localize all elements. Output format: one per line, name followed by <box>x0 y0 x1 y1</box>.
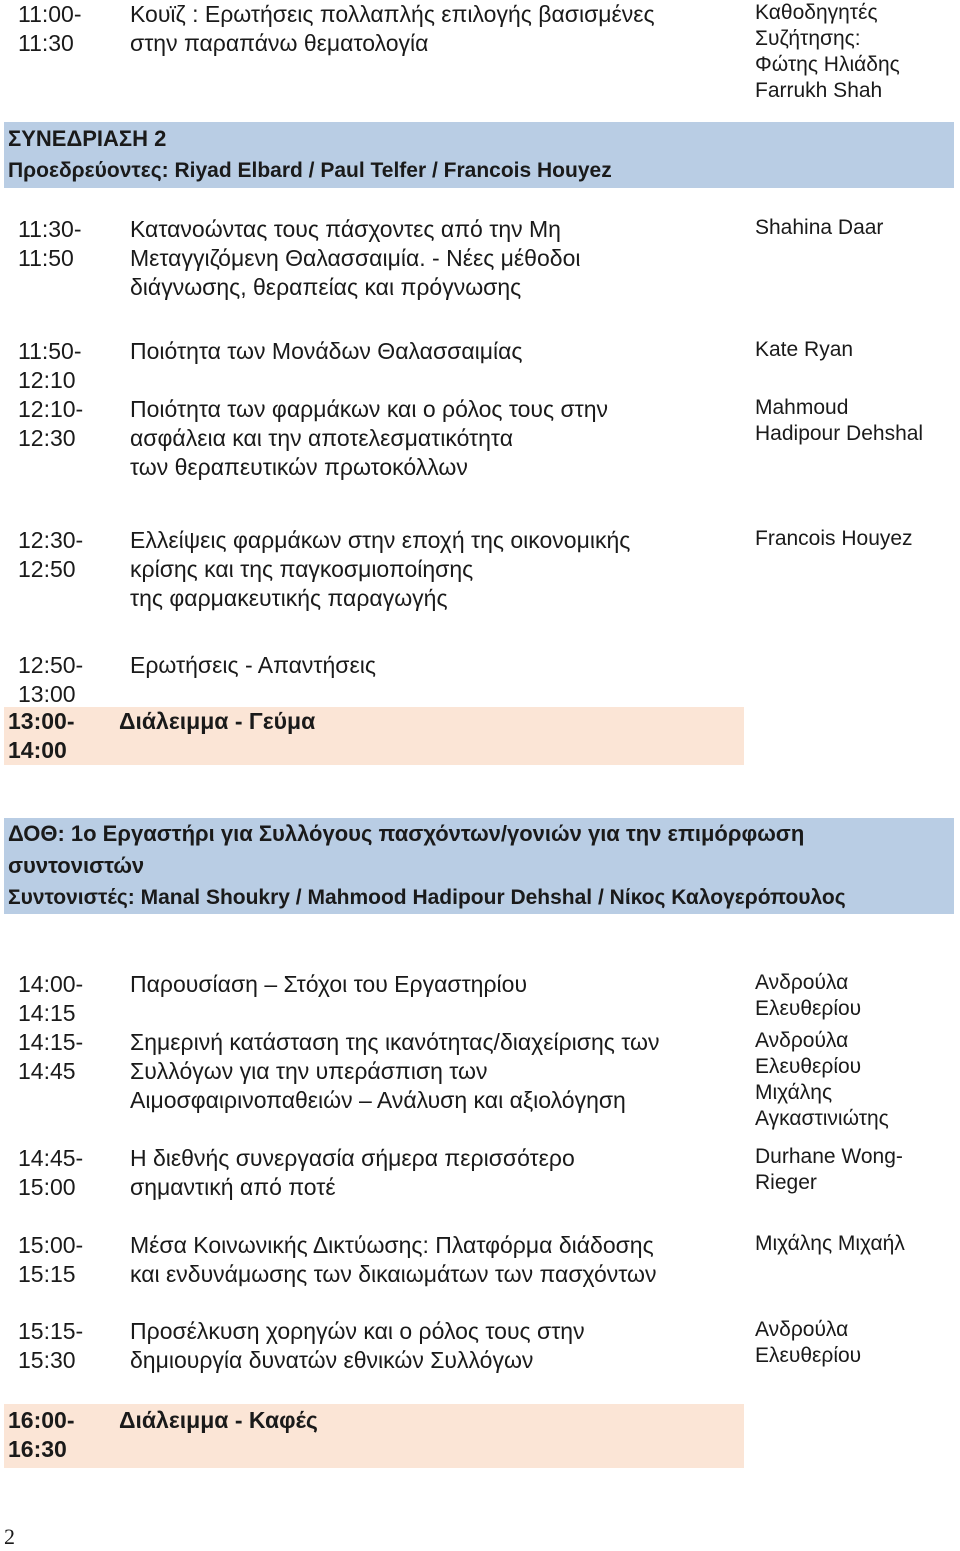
agenda-speaker: Mahmoud Hadipour Dehshal <box>755 396 924 445</box>
session-2-header <box>4 122 954 188</box>
agenda-time: 14:00- 14:15 <box>18 971 84 1026</box>
agenda-time: 14:45- 15:00 <box>18 1145 84 1200</box>
agenda-title: Παρουσίαση – Στόχοι του Εργαστηρίου <box>130 971 528 997</box>
agenda-speaker: Ανδρούλα Ελευθερίου <box>755 971 862 1020</box>
agenda-time: 12:50- 13:00 <box>18 652 84 707</box>
workshop-heading-cont: συντονιστών <box>8 853 145 878</box>
session-chairs: Προεδρεύοντες: Riyad Elbard / Paul Telfer / Francois Houyez <box>8 159 612 182</box>
coffee-break-band <box>4 1404 744 1468</box>
agenda-time: 15:15- 15:30 <box>18 1318 84 1373</box>
agenda-title: Σημερινή κατάσταση της ικανότητας/διαχείρισης των Συλλόγων για την υπεράσπιση των Αιμοσφαιρινοπαθειών – Ανάλυση και αξιολόγηση <box>130 1029 660 1113</box>
agenda-time: 12:10- 12:30 <box>18 396 84 451</box>
agenda-title: Ποιότητα των Μονάδων Θαλασσαιμίας <box>130 338 523 364</box>
agenda-time: 14:15- 14:45 <box>18 1029 84 1084</box>
agenda-time: 15:00- 15:15 <box>18 1232 84 1287</box>
agenda-time: 11:30- 11:50 <box>18 216 82 271</box>
page-number: 2 <box>4 1524 15 1549</box>
workshop-heading: ΔΟΘ: 1ο Εργαστήρι για Συλλόγους πασχόντων/γονιών για την επιμόρφωση <box>8 821 805 846</box>
agenda-title: Προσέλκυση χορηγών και ο ρόλος τους στην δημιουργία δυνατών εθνικών Συλλόγων <box>130 1318 585 1373</box>
agenda-speaker: Durhane Wong- Rieger <box>755 1145 903 1194</box>
break-title: Διάλειμμα - Καφές <box>119 1407 318 1433</box>
agenda-title: Μέσα Κοινωνικής Δικτύωσης: Πλατφόρμα διάδοσης και ενδυνάμωσης των δικαιωμάτων των πασχόντων <box>130 1232 657 1287</box>
session-heading: ΣΥΝΕΔΡΙΑΣΗ 2 <box>8 126 167 151</box>
agenda-time: 11:50- 12:10 <box>18 338 82 393</box>
agenda-speaker: Καθοδηγητές Συζήτησης: Φώτης Ηλιάδης Farrukh Shah <box>755 1 900 102</box>
agenda-title: Η διεθνής συνεργασία σήμερα περισσότερο σημαντική από ποτέ <box>130 1145 575 1200</box>
agenda-time: 13:00- 14:00 <box>8 708 75 763</box>
agenda-speaker: Kate Ryan <box>755 338 854 361</box>
agenda-title: Κατανοώντας τους πάσχοντες από την Μη Μεταγγιζόμενη Θαλασσαιμία. - Νέες μέθοδοι διάγνωσης, θεραπείας και πρόγνωσης <box>130 216 581 300</box>
agenda-time: 12:30- 12:50 <box>18 527 84 582</box>
break-title: Διάλειμμα - Γεύμα <box>119 708 316 734</box>
agenda-title: Ποιότητα των φαρμάκων και ο ρόλος τους στην ασφάλεια και την αποτελεσματικότητα των θεραπευτικών πρωτοκόλλων <box>130 396 609 480</box>
lunch-break-band <box>4 707 744 765</box>
agenda-speaker: Francois Houyez <box>755 527 913 550</box>
workshop-coordinators: Συντονιστές: Manal Shoukry / Mahmood Hadipour Dehshal / Νίκος Καλογερόπουλος <box>8 886 846 909</box>
workshop-header <box>4 818 954 914</box>
agenda-speaker: Ανδρούλα Ελευθερίου Μιχάλης Αγκαστινιώτης <box>755 1029 889 1130</box>
agenda-title: Κουϊζ : Ερωτήσεις πολλαπλής επιλογής βασισμένες στην παραπάνω θεματολογία <box>130 1 655 56</box>
agenda-speaker: Ανδρούλα Ελευθερίου <box>755 1318 862 1367</box>
agenda-speaker: Μιχάλης Μιχαήλ <box>755 1232 905 1255</box>
agenda-speaker: Shahina Daar <box>755 216 884 239</box>
agenda-title: Ερωτήσεις - Απαντήσεις <box>130 652 376 678</box>
agenda-title: Ελλείψεις φαρμάκων στην εποχή της οικονομικής κρίσης και της παγκοσμιοποίησης της φαρμακευτικής παραγωγής <box>130 527 631 611</box>
agenda-time: 16:00- 16:30 <box>8 1407 75 1462</box>
agenda-time: 11:00- 11:30 <box>18 1 82 56</box>
